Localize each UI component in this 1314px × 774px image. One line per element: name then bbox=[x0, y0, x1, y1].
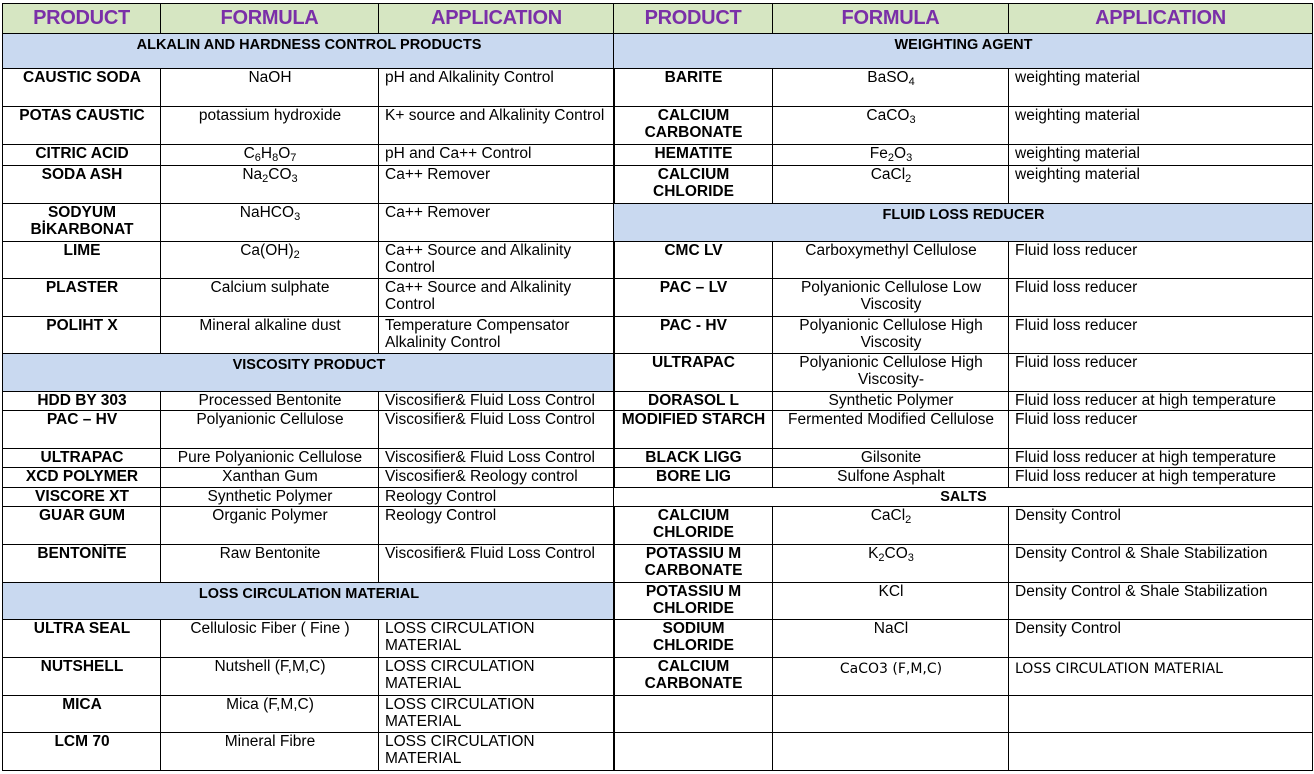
application-cell: Fluid loss reducer at high temperature bbox=[1009, 392, 1313, 411]
table-row bbox=[614, 620, 1313, 658]
table-row bbox=[3, 317, 615, 354]
section-row bbox=[614, 204, 1313, 242]
formula-cell: Fermented Modified Cellulose bbox=[773, 411, 1009, 449]
product-cell: PAC – LV bbox=[614, 279, 773, 317]
formula-cell: NaCl bbox=[773, 620, 1009, 658]
product-cell: BENTONİTE bbox=[3, 545, 161, 583]
application-cell: Fluid loss reducer bbox=[1009, 279, 1313, 317]
table-row bbox=[3, 69, 615, 107]
table-row bbox=[3, 242, 615, 279]
application-cell: Density Control bbox=[1009, 620, 1313, 658]
section-weighting-title: WEIGHTING AGENT bbox=[614, 34, 1313, 69]
section-viscosity-title: VISCOSITY PRODUCT bbox=[3, 354, 615, 392]
header-application: APPLICATION bbox=[1009, 4, 1313, 34]
formula-cell: Cellulosic Fiber ( Fine ) bbox=[161, 620, 379, 658]
formula-subscript: 8 bbox=[272, 152, 279, 164]
product-cell: SODA ASH bbox=[3, 166, 161, 204]
table-row bbox=[614, 468, 1313, 488]
formula-cell: Calcium sulphate bbox=[161, 279, 379, 317]
application-cell: Viscosifier& Fluid Loss Control bbox=[379, 545, 615, 583]
application-cell: Fluid loss reducer bbox=[1009, 354, 1313, 392]
header-product: PRODUCT bbox=[614, 4, 773, 34]
product-cell: CALCIUM CHLORIDE bbox=[614, 507, 773, 545]
table-row bbox=[3, 145, 615, 166]
table-row bbox=[3, 696, 615, 733]
application-cell: pH and Alkalinity Control bbox=[379, 69, 615, 107]
application-cell: LOSS CIRCULATION MATERIAL bbox=[379, 658, 615, 696]
formula-cell: Synthetic Polymer bbox=[161, 488, 379, 507]
application-cell: LOSS CIRCULATION MATERIAL bbox=[379, 696, 615, 733]
application-cell: Ca++ Remover bbox=[379, 204, 615, 242]
formula-cell: Mica (F,M,C) bbox=[161, 696, 379, 733]
formula-subscript: 2 bbox=[905, 514, 912, 526]
formula-cell: Mineral alkaline dust bbox=[161, 317, 379, 354]
product-cell: GUAR GUM bbox=[3, 507, 161, 545]
product-cell: CITRIC ACID bbox=[3, 145, 161, 166]
product-cell: LIME bbox=[3, 242, 161, 279]
formula-subscript: 3 bbox=[907, 552, 914, 564]
header-product: PRODUCT bbox=[3, 4, 161, 34]
formula-cell: $Na_2CO_3$ bbox=[161, 166, 379, 204]
formula-subscript: 4 bbox=[908, 76, 915, 88]
formula-cell: NaHCO$_3$ bbox=[161, 204, 379, 242]
table-row bbox=[3, 658, 615, 696]
application-cell: Viscosifier& Reology control bbox=[379, 468, 615, 488]
product-cell: POTASSIU M CARBONATE bbox=[614, 545, 773, 583]
formula-cell: potassium hydroxide bbox=[161, 107, 379, 145]
section-row bbox=[3, 34, 615, 69]
formula-cell: Carboxymethyl Cellulose bbox=[773, 242, 1009, 279]
application-cell: Fluid loss reducer at high temperature bbox=[1009, 449, 1313, 468]
application-cell: Ca++ Source and Alkalinity Control bbox=[379, 242, 615, 279]
product-cell: CALCIUM CARBONATE bbox=[614, 658, 773, 696]
table-row bbox=[614, 69, 1313, 107]
formula-cell: CaCO$_3$ bbox=[773, 107, 1009, 145]
section-row bbox=[614, 34, 1313, 69]
application-cell: Temperature Compensator Alkalinity Control bbox=[379, 317, 615, 354]
product-cell: MICA bbox=[3, 696, 161, 733]
formula-subscript: 3 bbox=[291, 173, 298, 185]
formula-cell: Polyanionic Cellulose High Viscosity bbox=[773, 317, 1009, 354]
application-cell: K+ source and Alkalinity Control bbox=[379, 107, 615, 145]
application-cell: weighting material bbox=[1009, 145, 1313, 166]
empty-cell bbox=[1009, 696, 1313, 733]
empty-cell bbox=[614, 733, 773, 771]
product-cell: BORE LIG bbox=[614, 468, 773, 488]
formula-cell: Gilsonite bbox=[773, 449, 1009, 468]
section-alkaline-title: ALKALIN AND HARDNESS CONTROL PRODUCTS bbox=[3, 34, 615, 69]
application-cell: LOSS CIRCULATION MATERIAL bbox=[1009, 658, 1313, 696]
formula-cell: Raw Bentonite bbox=[161, 545, 379, 583]
formula-cell: Organic Polymer bbox=[161, 507, 379, 545]
formula-cell: Mineral Fibre bbox=[161, 733, 379, 771]
product-cell: CAUSTIC SODA bbox=[3, 69, 161, 107]
product-cell: HDD BY 303 bbox=[3, 392, 161, 411]
application-cell: Reology Control bbox=[379, 507, 615, 545]
product-cell: CALCIUM CARBONATE bbox=[614, 107, 773, 145]
table-row bbox=[614, 166, 1313, 204]
application-cell: pH and Ca++ Control bbox=[379, 145, 615, 166]
table-row bbox=[3, 468, 615, 488]
application-cell: Reology Control bbox=[379, 488, 615, 507]
formula-subscript: 3 bbox=[909, 114, 916, 126]
product-cell: CALCIUM CHLORIDE bbox=[614, 166, 773, 204]
table-row bbox=[614, 449, 1313, 468]
formula-cell: $Fe_2O_3$ bbox=[773, 145, 1009, 166]
product-cell: POTAS CAUSTIC bbox=[3, 107, 161, 145]
product-cell: BLACK LIGG bbox=[614, 449, 773, 468]
right-product-table bbox=[613, 3, 1313, 771]
table-row bbox=[614, 354, 1313, 392]
formula-cell: KCl bbox=[773, 583, 1009, 620]
formula-cell: Pure Polyanionic Cellulose bbox=[161, 449, 379, 468]
product-cell: XCD POLYMER bbox=[3, 468, 161, 488]
formula-cell: Sulfone Asphalt bbox=[773, 468, 1009, 488]
table-row bbox=[3, 507, 615, 545]
application-cell: Density Control & Shale Stabilization bbox=[1009, 583, 1313, 620]
product-cell: MODIFIED STARCH bbox=[614, 411, 773, 449]
table-row-empty bbox=[614, 733, 1313, 771]
application-cell: Ca++ Source and Alkalinity Control bbox=[379, 279, 615, 317]
formula-subscript: 2 bbox=[262, 173, 269, 185]
section-row bbox=[3, 583, 615, 620]
table-row-empty bbox=[614, 696, 1313, 733]
formula-cell: Polyanionic Cellulose Low Viscosity bbox=[773, 279, 1009, 317]
table-row bbox=[3, 620, 615, 658]
table-row bbox=[3, 733, 615, 771]
formula-subscript: 2 bbox=[878, 552, 885, 564]
table-row bbox=[3, 488, 615, 507]
formula-cell: $K_2CO_3$ bbox=[773, 545, 1009, 583]
empty-cell bbox=[773, 696, 1009, 733]
table-row bbox=[614, 583, 1313, 620]
table-row bbox=[614, 279, 1313, 317]
product-cell: ULTRA SEAL bbox=[3, 620, 161, 658]
product-cell: PAC - HV bbox=[614, 317, 773, 354]
table-row bbox=[614, 507, 1313, 545]
table-row bbox=[614, 145, 1313, 166]
formula-cell: $Ca(OH)_2$ bbox=[161, 242, 379, 279]
formula-cell: CaCO3 (F,M,C) bbox=[773, 658, 1009, 696]
left-product-table bbox=[2, 3, 615, 771]
header-formula: FORMULA bbox=[161, 4, 379, 34]
application-cell: Ca++ Remover bbox=[379, 166, 615, 204]
application-cell: Viscosifier& Fluid Loss Control bbox=[379, 411, 615, 449]
formula-subscript: 2 bbox=[905, 173, 912, 185]
table-row bbox=[3, 545, 615, 583]
product-cell: SODIUM CHLORIDE bbox=[614, 620, 773, 658]
product-cell: POLIHT X bbox=[3, 317, 161, 354]
formula-subscript: 3 bbox=[906, 152, 913, 164]
table-row bbox=[3, 392, 615, 411]
table-row bbox=[3, 411, 615, 449]
formula-cell: Polyanionic Cellulose bbox=[161, 411, 379, 449]
application-cell: Fluid loss reducer at high temperature bbox=[1009, 468, 1313, 488]
table-row bbox=[614, 317, 1313, 354]
application-cell: Density Control bbox=[1009, 507, 1313, 545]
application-cell: weighting material bbox=[1009, 166, 1313, 204]
formula-subscript: 2 bbox=[887, 152, 895, 164]
table-row bbox=[614, 392, 1313, 411]
table-row bbox=[3, 107, 615, 145]
application-cell: LOSS CIRCULATION MATERIAL bbox=[379, 733, 615, 771]
table-row bbox=[3, 449, 615, 468]
empty-cell bbox=[773, 733, 1009, 771]
product-cell: LCM 70 bbox=[3, 733, 161, 771]
product-cell: BARITE bbox=[614, 69, 773, 107]
table-row bbox=[614, 545, 1313, 583]
product-cell: ULTRAPAC bbox=[614, 354, 773, 392]
formula-cell: Xanthan Gum bbox=[161, 468, 379, 488]
formula-subscript: 2 bbox=[293, 249, 300, 261]
application-cell: Fluid loss reducer bbox=[1009, 242, 1313, 279]
formula-cell: Polyanionic Cellulose High Viscosity- bbox=[773, 354, 1009, 392]
formula-cell: BaSO$_4$ bbox=[773, 69, 1009, 107]
section-row bbox=[3, 354, 615, 392]
application-cell: weighting material bbox=[1009, 107, 1313, 145]
application-cell: weighting material bbox=[1009, 69, 1313, 107]
product-cell: DORASOL L bbox=[614, 392, 773, 411]
application-cell: Density Control & Shale Stabilization bbox=[1009, 545, 1313, 583]
header-row bbox=[614, 4, 1313, 34]
header-row bbox=[3, 4, 615, 34]
product-cell: CMC LV bbox=[614, 242, 773, 279]
product-cell: SODYUM BİKARBONAT bbox=[3, 204, 161, 242]
table-row bbox=[614, 658, 1313, 696]
empty-cell bbox=[614, 696, 773, 733]
product-cell: POTASSIU M CHLORIDE bbox=[614, 583, 773, 620]
application-cell: Viscosifier& Fluid Loss Control bbox=[379, 449, 615, 468]
formula-cell: Nutshell (F,M,C) bbox=[161, 658, 379, 696]
section-loss-title: LOSS CIRCULATION MATERIAL bbox=[3, 583, 615, 620]
table-row bbox=[3, 204, 615, 242]
formula-cell: NaOH bbox=[161, 69, 379, 107]
formula-subscript: 3 bbox=[294, 211, 301, 223]
product-cell: PAC – HV bbox=[3, 411, 161, 449]
header-formula: FORMULA bbox=[773, 4, 1009, 34]
section-salts-title: SALTS bbox=[614, 488, 1313, 507]
table-row bbox=[3, 279, 615, 317]
application-cell: LOSS CIRCULATION MATERIAL bbox=[379, 620, 615, 658]
section-row bbox=[614, 488, 1313, 507]
application-cell: Viscosifier& Fluid Loss Control bbox=[379, 392, 615, 411]
formula-cell: CaCl$_2$ bbox=[773, 166, 1009, 204]
empty-cell bbox=[1009, 733, 1313, 771]
formula-cell: Processed Bentonite bbox=[161, 392, 379, 411]
formula-subscript: 7 bbox=[290, 152, 297, 164]
product-cell: PLASTER bbox=[3, 279, 161, 317]
formula-subscript: 6 bbox=[254, 152, 261, 164]
product-cell: NUTSHELL bbox=[3, 658, 161, 696]
table-row bbox=[614, 242, 1313, 279]
table-row bbox=[3, 166, 615, 204]
application-cell: Fluid loss reducer bbox=[1009, 317, 1313, 354]
header-application: APPLICATION bbox=[379, 4, 615, 34]
formula-cell: CaCl$_2$ bbox=[773, 507, 1009, 545]
application-cell: Fluid loss reducer bbox=[1009, 411, 1313, 449]
product-cell: ULTRAPAC bbox=[3, 449, 161, 468]
product-cell: VISCORE XT bbox=[3, 488, 161, 507]
section-fluid-title: FLUID LOSS REDUCER bbox=[614, 204, 1313, 242]
formula-cell: Synthetic Polymer bbox=[773, 392, 1009, 411]
table-row bbox=[614, 107, 1313, 145]
formula-cell: $C_6H_8O_7$ bbox=[161, 145, 379, 166]
table-row bbox=[614, 411, 1313, 449]
product-cell: HEMATITE bbox=[614, 145, 773, 166]
